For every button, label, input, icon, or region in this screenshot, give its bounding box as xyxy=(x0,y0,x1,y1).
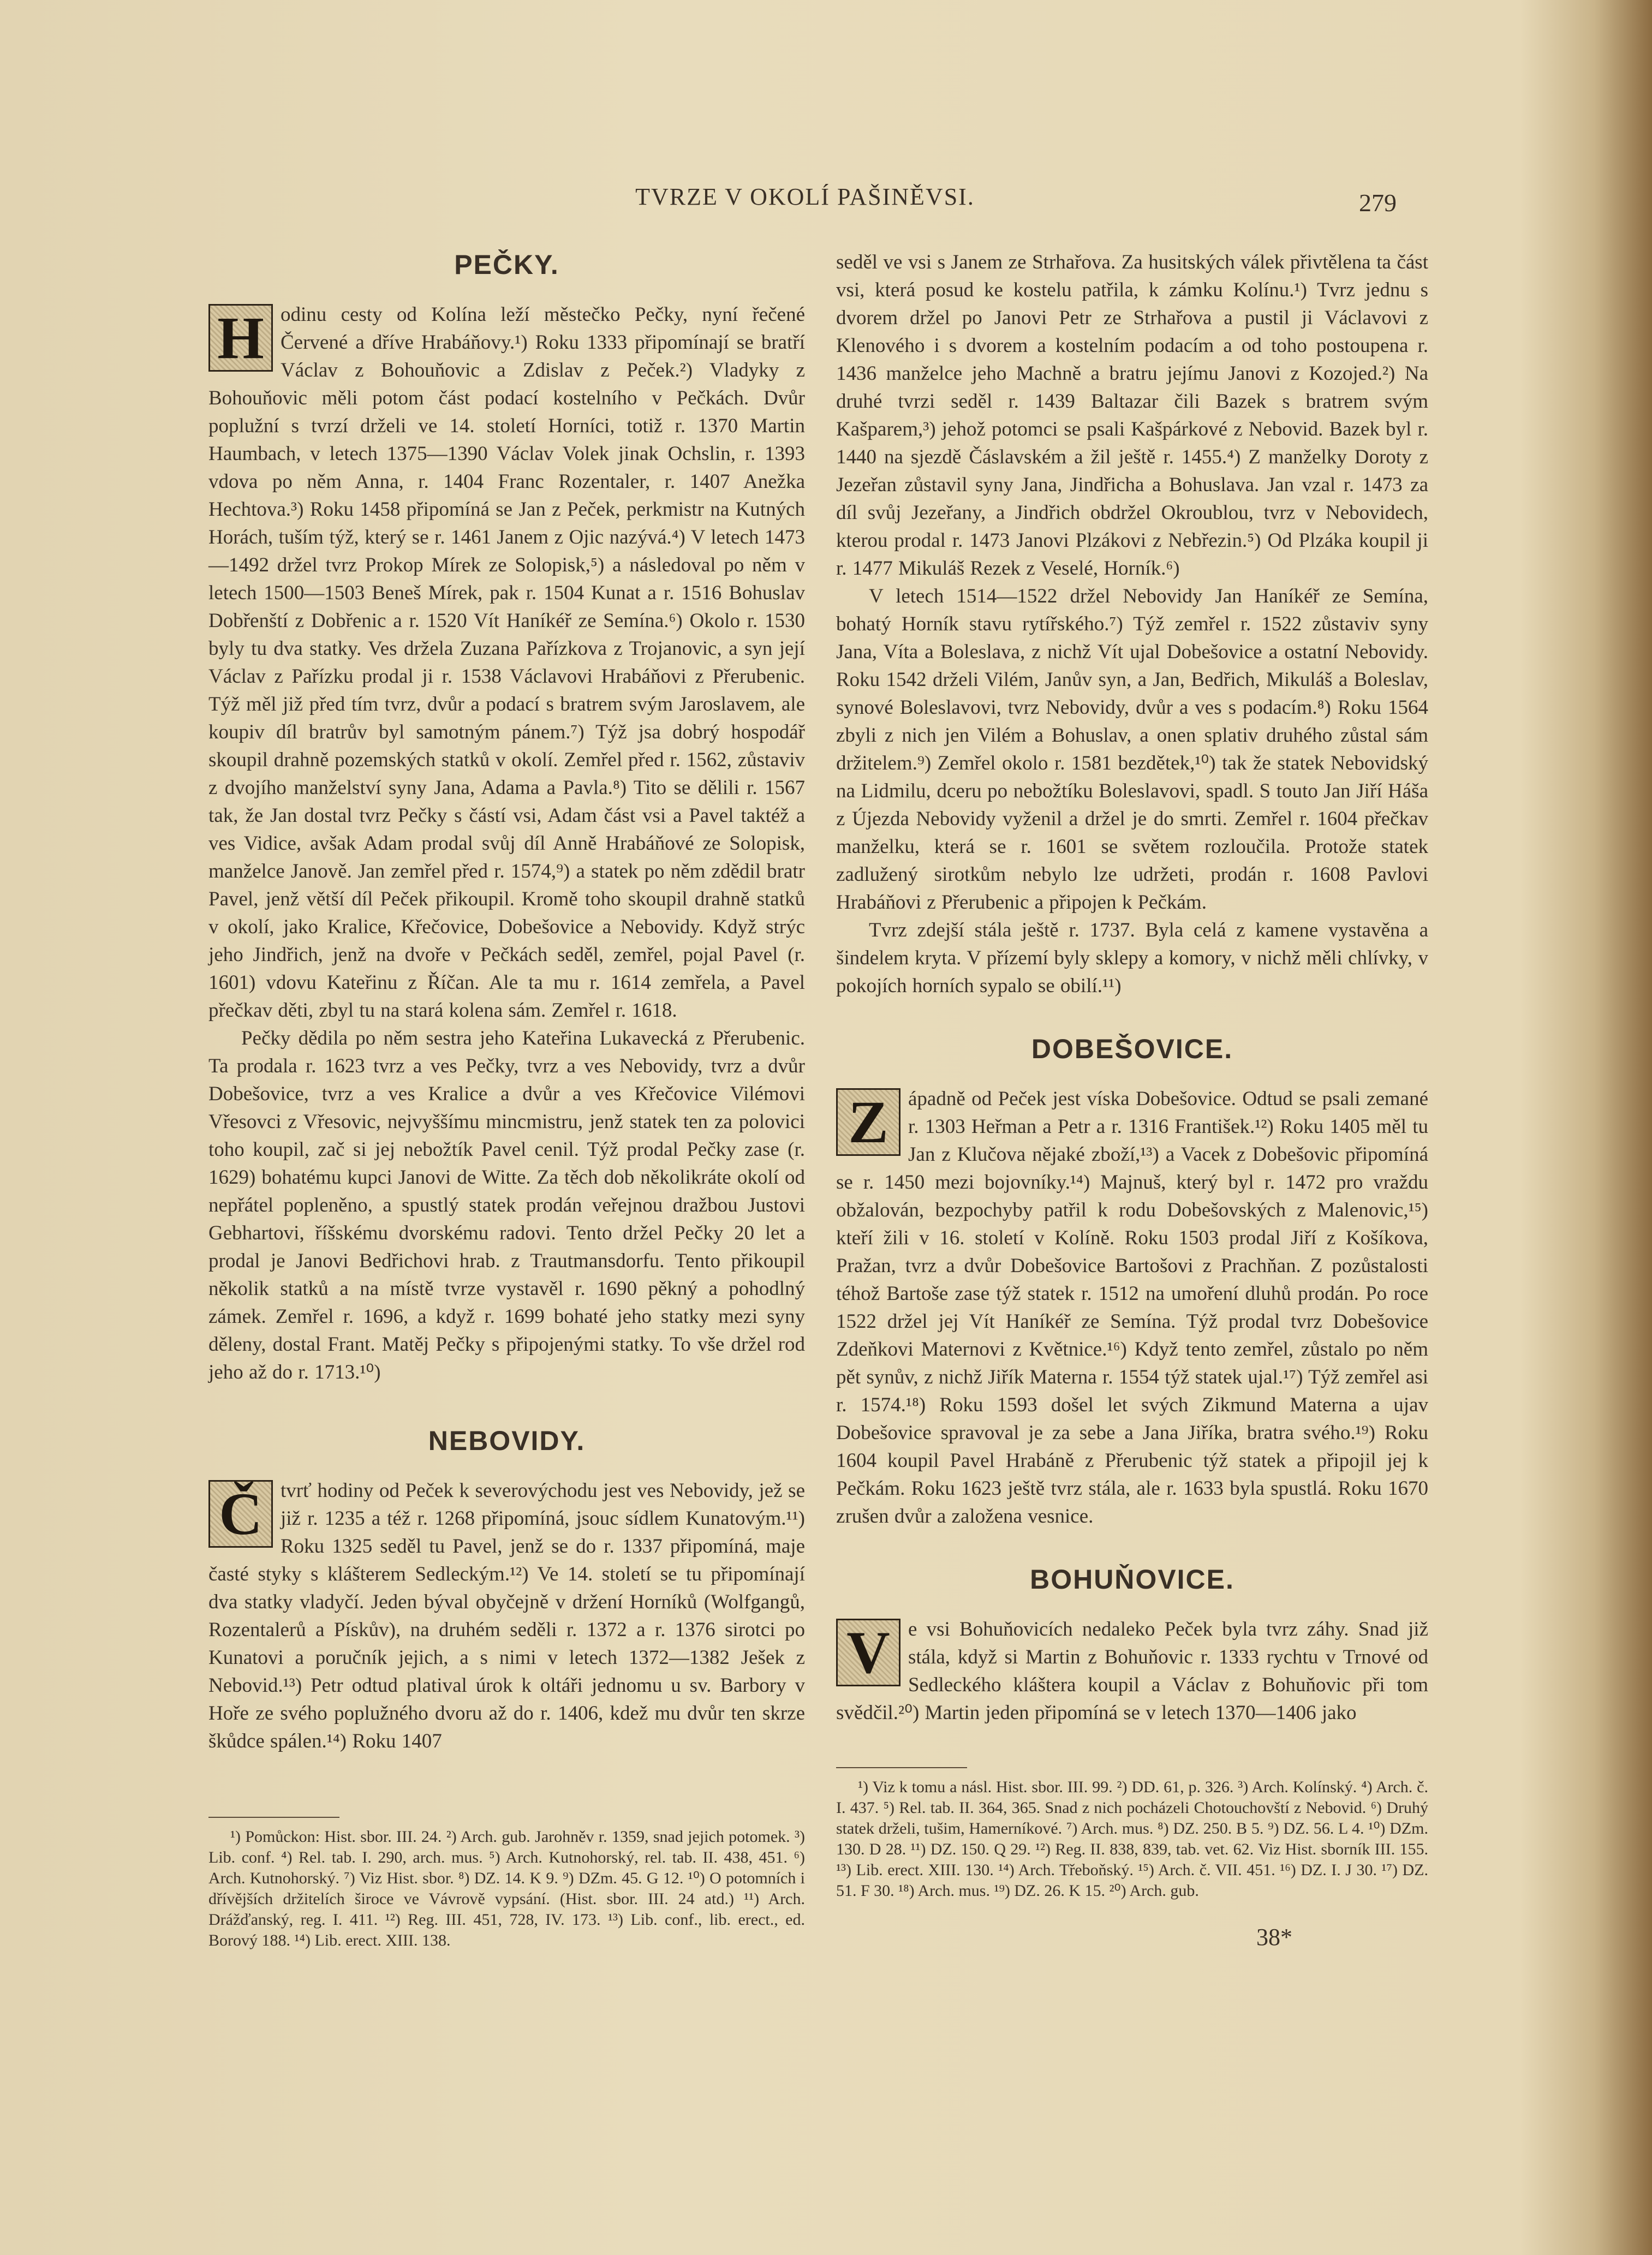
paragraph-text: Tvrz zdejší stála ještě r. 1737. Byla celá z kamene vystavěna a šindelem kryta. V přízemí byly sklepy a komory, v nichž měli chlívky, v pokojích horních sypalo se obilí.¹¹) xyxy=(836,919,1428,997)
paragraph xyxy=(836,1085,1428,1530)
drop-cap-letter: H xyxy=(217,305,264,371)
drop-cap xyxy=(836,1619,900,1686)
footnote-text: ¹) Pomůckon: Hist. sbor. III. 24. ²) Arch. gub. Jarohněv r. 1359, snad jejich potomek. ³) Lib. conf. ⁴) Rel. tab. I. 290, arch. mus. ⁵) Arch. Kutnohorský, rel. tab. II. 438, 451. ⁶) Arch. Kutnohorský. ⁷) Viz Hist. sbor. ⁸) DZ. 14. K 9. ⁹) DZm. 45. G 12. ¹⁰) O potomních i dřívějších držitelích široce ve Vávrově vypsání. (Hist. sbor. III. 24 atd.) ¹¹) Arch. Drážďanský, reg. I. 411. ¹²) Reg. III. 451, 728, IV. 173. ¹³) Lib. conf., lib. erect., ed. Borový 188. ¹⁴) Lib. erect. XIII. 138. xyxy=(208,1828,805,1949)
paragraph-text: seděl ve vsi s Janem ze Strhařova. Za husitských válek přivtělena ta část vsi, která posud ke kostelu patřila, k zámku Kolínu.¹) Tvrz jednu s dvorem držel po Janovi Petr ze Strhařova a pustil ji Václavovi z Klenového i s dvorem a kostelním podacím a od toho postoupena r. 1436 manželce jeho Machně a bratru jejímu Janovi z Kozojed.²) Na druhé tvrzi seděl r. 1439 Baltazar čili Bazek s bratrem svým Kašparem,³) jehož potomci se psali Kašpárkové z Nebovid. Bazek byl r. 1440 na sjezdě Čáslavském a žil ještě r. 1455.⁴) Z manželky Doroty z Jezeřan zůstavil syny Jana, Jindřicha a Bohuslava. Jan vzal r. 1473 za díl svůj Jezeřany, a Jindřich obdržel Okroublou, tvrz v Nebovidech, kterou prodal r. 1473 Janovi Plzákovi z Nebřezin.⁵) Od Plzáka koupil ji r. 1477 Mikuláš Rezek z Veselé, Horník.⁶) xyxy=(836,251,1428,580)
drop-cap xyxy=(208,304,273,372)
section-heading-pecky: PEČKY. xyxy=(454,249,559,280)
drop-cap xyxy=(836,1088,900,1156)
running-header: TVRZE V OKOLÍ PAŠINĚVSI. xyxy=(635,183,975,210)
drop-cap-letter: Z xyxy=(848,1089,888,1155)
paragraph-text: e vsi Bohuňovicích nedaleko Peček byla tvrz záhy. Snad již stála, když si Martin z Bohuňovic r. 1333 rychtu v Trnové od Sedleckého kláštera koupil a Václav z Bohuňovic při tom svědčil.²⁰) Martin jeden připomíná se v letech 1370—1406 jako xyxy=(836,1618,1428,1724)
drop-cap-letter: Č xyxy=(219,1481,263,1547)
footnote-divider xyxy=(208,1817,339,1818)
page-number: 279 xyxy=(1359,189,1397,217)
signature-mark: 38* xyxy=(1256,1924,1292,1950)
footnotes-right xyxy=(836,1751,1428,1951)
drop-cap xyxy=(208,1480,273,1548)
section-heading-dobesovice: DOBEŠOVICE. xyxy=(1031,1034,1233,1064)
paragraph-text: Pečky dědila po něm sestra jeho Kateřina Lukavecká z Přerubenic. Ta prodala r. 1623 tvrz a ves Pečky, tvrz a ves Nebovidy, tvrz a dvůr Dobešovice, tvrz a ves Kralice a dvůr a ves Křečovice Vilémovi Vřesovci z Vřesovic, nejvyššímu mincmistru, jenž statek ten za polovici toho koupil, zač si jej nebožtík Pavel cenil. Týž prodal Pečky zase (r. 1629) bohatému kupci Janovi de Witte. Za těch dob několikráte okolí od nepřátel popleněno, a spustlý statek prodán veřejnou dražbou Justovi Gebhartovi, říšskému dvorskému radovi. Tento držel Pečky 20 let a prodal je Janovi Bedřichovi hrab. z Trautmansdorfu. Tento přikoupil několik statků a na místě tvrze vystavěl r. 1690 pěkný a pohodlný zámek. Zemřel r. 1696, a když r. 1699 bohaté jeho statky mezi syny děleny, dostal Frant. Matěj Pečky s připojenými statky. To vše držel rod jeho až do r. 1713.¹⁰) xyxy=(208,1027,805,1383)
paragraph xyxy=(208,301,805,1024)
right-column xyxy=(836,248,1428,1951)
footnote-divider xyxy=(836,1767,967,1768)
paragraph-text: odinu cesty od Kolína leží městečko Pečky, nyní řečené Červené a dříve Hrabáňovy.¹) Roku 1333 připomínají se bratří Václav z Bohouňovic a Zdislav z Peček.²) Vladyky z Bohouňovic měli potom část podací kostelního v Pečkách. Dvůr poplužní s tvrzí drželi ve 14. století Horníci, totiž r. 1370 Martin Haumbach, v letech 1375—1390 Václav Volek jinak Ochslin, r. 1393 vdova po něm Anna, r. 1404 Franc Rozentaler, r. 1407 Anežka Hechtova.³) Roku 1458 připomíná se Jan z Peček, perkmistr na Kutných Horách, tuším týž, který se r. 1461 Janem z Ojic nazývá.⁴) V letech 1473—1492 držel tvrz Prokop Mírek ze Solopisk,⁵) a následoval po něm v letech 1500—1503 Beneš Mírek, pak r. 1504 Kunat a r. 1516 Bohuslav Dobřenští z Dobřenic a r. 1520 Vít Haníkéř ze Semína.⁶) Okolo r. 1530 byly tu dva statky. Ves držela Zuzana Pařízkova z Trojanovic, a syn její Václav z Pařízku prodal ji r. 1538 Václavovi Hrabáňovi z Přerubenic. Týž měl již před tím tvrz, dvůr a podací s bratrem svým Jaroslavem, ale koupiv díl bratrův byl samotným pánem.⁷) Týž jsa dobrý hospodář skoupil drahně pozemských statků v okolí. Zemřel před r. 1562, zůstaviv z dvojího manželství syny Jana, Adama a Pavla.⁸) Tito se dělili r. 1567 tak, že Jan dostal tvrz Pečky s částí vsi, Adam část vsi a Pavel taktéž a ves Vidice, avšak Adam prodal svůj díl Anně Hrabáňové ze Solopisk, manželce Janově. Jan zemřel před r. 1574,⁹) a statek po něm zdědil bratr Pavel, jenž větší díl Peček přikoupil. Kromě toho skoupil drahně statků v okolí, jako Kralice, Křečovice, Dobešovice a Nebovidy. Když strýc jeho Jindřich, jenž na dvoře v Pečkách seděl, zemřel, pojal Pavel (r. 1601) vdovu Kateřinu z Říčan. Ale ta mu r. 1614 zemřela, a Pavel přečkav děti, zbyl tu na stará kolena sám. Zemřel r. 1618. xyxy=(208,303,805,1022)
section-heading-nebovidy: NEBOVIDY. xyxy=(428,1425,586,1456)
section-heading-bohunovice: BOHUŇOVICE. xyxy=(1030,1564,1234,1595)
drop-cap-letter: V xyxy=(846,1619,890,1686)
left-column xyxy=(208,248,805,1951)
footnote-text: ¹) Viz k tomu a násl. Hist. sbor. III. 99. ²) DD. 61, p. 326. ³) Arch. Kolínský. ⁴) Arch. č. I. 437. ⁵) Rel. tab. II. 364, 365. Snad z nich pocházeli Chotouchovští z Nebovid. ⁶) Druhý statek drželi, tušim, Hamerníkové. ⁷) Arch. mus. ⁸) DZ. 250. B 5. ⁹) DZ. 56. L 4. ¹⁰) DZm. 130. D 28. ¹¹) DZ. 150. Q 29. ¹²) Reg. II. 838, 839, tab. vet. 62. Viz Hist. sborník III. 155. ¹³) Lib. erect. XIII. 130. ¹⁴) Arch. Třeboňský. ¹⁵) Arch. č. VII. 451. ¹⁶) DZ. I. J 30. ¹⁷) DZ. 51. F 30. ¹⁸) Arch. mus. ¹⁹) DZ. 26. K 15. ²⁰) Arch. gub. xyxy=(836,1778,1428,1900)
footnotes-left xyxy=(208,1800,805,1951)
paragraph xyxy=(836,1615,1428,1727)
paragraph-text: V letech 1514—1522 držel Nebovidy Jan Haníkéř ze Semína, bohatý Horník stavu rytířského.⁷) Týž zemřel r. 1522 zůstaviv syny Jana, Víta a Boleslava, z nichž Vít ujal Dobešovice a ostatní Nebovidy. Roku 1542 drželi Vilém, Janův syn, a Jan, Bedřich, Mikuláš a Boleslav, synové Boleslavovi, tvrz Nebovidy, dvůr a ves s podacím.⁸) Roku 1564 zbyli z nich jen Vilém a Bohuslav, a onen splativ druhého zůstal sám držitelem.⁹) Zemřel okolo r. 1581 bezdětek,¹⁰) tak že statek Nebovidský na Lidmilu, dceru po nebožtíku Boleslavovi, spadl. S touto Jan Jiří Háša z Újezda Nebovidy vyženil a držel je do smrti. Zemřel r. 1604 přečkav manželku, která se r. 1601 se světem rozloučila. Protože statek zadlužený sirotkům nebylo lze udržeti, prodán r. 1608 Pavlovi Hrabáňovi z Přerubenic a připojen k Pečkám. xyxy=(836,585,1428,914)
paragraph-text: tvrť hodiny od Peček k severovýchodu jest ves Nebovidy, jež se již r. 1235 a též r. 1268 připomíná, jsouc sídlem Kunatovým.¹¹) Roku 1325 seděl tu Pavel, jenž se do r. 1337 připomíná, maje časté styky s klášterem Sedleckým.¹²) Ve 14. století se tu připomínají dva statky vladyčí. Jeden býval obyčejně v držení Horníků (Wolfgangů, Rozentalerů a Pískův), na druhém seděli r. 1372 a r. 1376 sirotci po Kunatovi a poručník jejich, a s nimi v letech 1372—1382 Ješek z Nebovid.¹³) Petr odtud platival úrok k oltáři jednomu u sv. Barbory v Hoře ze svého poplužného dvoru až do r. 1406, kdež mu dvůr ten skrze škůdce spálen.¹⁴) Roku 1407 xyxy=(208,1480,805,1752)
paragraph-text: ápadně od Peček jest víska Dobešovice. Odtud se psali zemané r. 1303 Heřman a Petr a r. 1316 František.¹²) Roku 1405 měl tu Jan z Klučova nějaké zboží,¹³) a Vacek z Dobešovic připomíná se r. 1450 mezi bojovníky.¹⁴) Majnuš, který byl r. 1472 pro vraždu obžalován, bezpochyby patřil k rodu Dobešovských z Malenovic,¹⁵) kteří žili v 16. století v Kolíně. Roku 1503 prodal Jiří z Košíkova, Pražan, tvrz a dvůr Dobešovice Bartošovi z Prachňan. Z pozůstalosti téhož Bartoše zase týž statek r. 1512 na umoření dluhů prodán. Po roce 1522 držel jej Vít Haníkéř ze Semína. Týž prodal tvrz Dobešovice Zdeňkovi Maternovi z Květnice.¹⁶) Když tento zemřel, zůstalo po něm pět synův, z nichž Jiřík Materna r. 1554 týž statek ujal.¹⁷) Týž zemřel asi r. 1574.¹⁸) Roku 1593 došel let svých Zikmund Materna a ujav Dobešovice spravoval je za sebe a Jana Jiříka, bratra svého.¹⁹) Roku 1604 koupil Pavel Hrabáně z Přerubenic týž statek a připojil jej k Pečkám. Roku 1623 ještě tvrz stála, ale r. 1633 byla spustlá. Roku 1670 zrušen dvůr a založena vesnice. xyxy=(836,1088,1428,1528)
paragraph xyxy=(208,1477,805,1755)
